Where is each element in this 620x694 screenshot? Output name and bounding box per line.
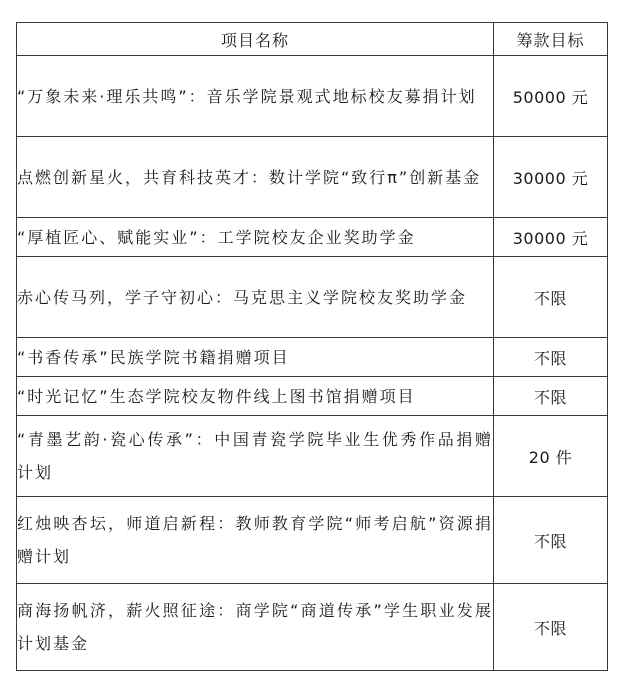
header-project-name: 项目名称 xyxy=(17,23,494,56)
target-cell: 不限 xyxy=(494,257,608,338)
target-cell: 50000 元 xyxy=(494,56,608,137)
project-name-cell: “万象未来·理乐共鸣”：音乐学院景观式地标校友募捐计划 xyxy=(17,56,494,137)
target-cell: 30000 元 xyxy=(494,218,608,257)
table-row xyxy=(17,338,608,377)
table-row xyxy=(17,137,608,218)
project-name-cell: 红烛映杏坛，师道启新程：教师教育学院“师考启航”资源捐赠计划 xyxy=(17,497,494,584)
project-name-cell: 商海扬帆济，薪火照征途：商学院“商道传承”学生职业发展计划基金 xyxy=(17,584,494,671)
table-row xyxy=(17,416,608,497)
project-name-cell: “厚植匠心、赋能实业”：工学院校友企业奖助学金 xyxy=(17,218,494,257)
table-row xyxy=(17,497,608,584)
table-row xyxy=(17,377,608,416)
table-row xyxy=(17,257,608,338)
table-body xyxy=(17,56,608,671)
target-cell: 30000 元 xyxy=(494,137,608,218)
target-cell: 不限 xyxy=(494,584,608,671)
project-name-cell: “青墨艺韵·瓷心传承”：中国青瓷学院毕业生优秀作品捐赠计划 xyxy=(17,416,494,497)
target-cell: 不限 xyxy=(494,377,608,416)
project-name-cell: 点燃创新星火，共育科技英才：数计学院“致行π”创新基金 xyxy=(17,137,494,218)
table-row xyxy=(17,584,608,671)
header-row xyxy=(17,23,608,56)
project-name-cell: “书香传承”民族学院书籍捐赠项目 xyxy=(17,338,494,377)
project-name-cell: “时光记忆”生态学院校友物件线上图书馆捐赠项目 xyxy=(17,377,494,416)
fundraising-table xyxy=(16,22,608,671)
project-name-cell: 赤心传马列，学子守初心：马克思主义学院校友奖助学金 xyxy=(17,257,494,338)
table-row xyxy=(17,218,608,257)
target-cell: 不限 xyxy=(494,497,608,584)
table-row xyxy=(17,56,608,137)
target-cell: 20 件 xyxy=(494,416,608,497)
target-cell: 不限 xyxy=(494,338,608,377)
table-header xyxy=(17,23,608,56)
header-fundraising-target: 筹款目标 xyxy=(494,23,608,56)
